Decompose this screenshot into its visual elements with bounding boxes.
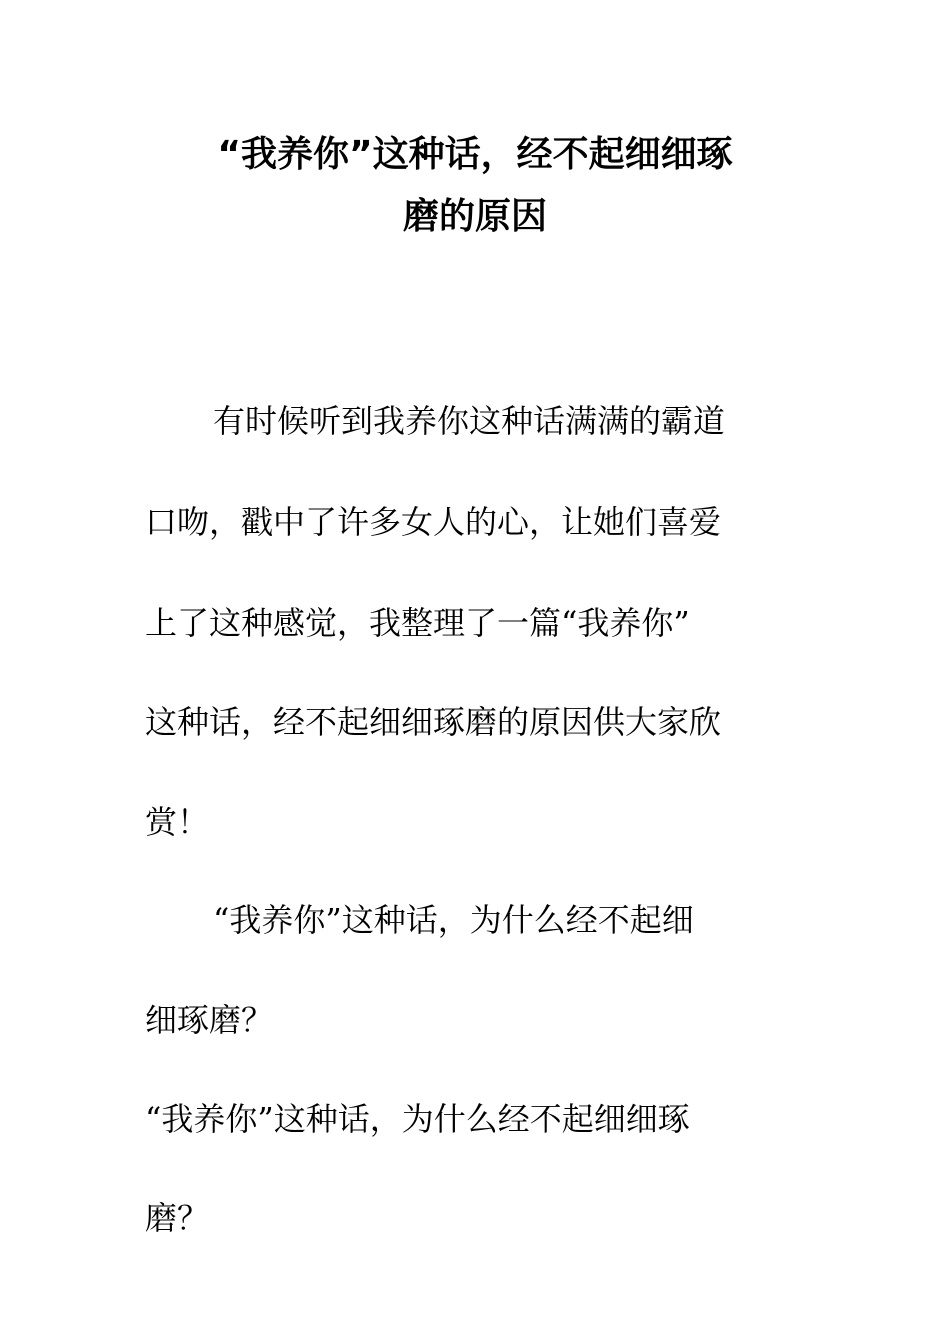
paragraph-3-line-1: “我养你”这种话，为什么经不起细细琢: [145, 1100, 690, 1138]
paragraph-1-line-3: 上了这种感觉，我整理了一篇“我养你”: [145, 604, 690, 642]
paragraph-3-line-2: 磨？: [145, 1199, 210, 1237]
paragraph-1-line-2: 口吻，戳中了许多女人的心，让她们喜爱: [145, 503, 722, 541]
document-title: [150, 124, 800, 248]
paragraph-1-line-5: 赏！: [145, 803, 210, 841]
title-line-2: 磨的原因: [402, 196, 547, 237]
paragraph-2-line-1: “我养你”这种话，为什么经不起细: [213, 901, 694, 939]
paragraph-1-line-1: 有时候听到我养你这种话满满的霸道: [213, 402, 726, 440]
paragraph-1-line-4: 这种话，经不起细细琢磨的原因供大家欣: [145, 703, 722, 741]
title-line-1: “我养你”这种话，经不起细细琢: [217, 134, 733, 175]
paragraph-2-line-2: 细琢磨？: [145, 1001, 274, 1039]
